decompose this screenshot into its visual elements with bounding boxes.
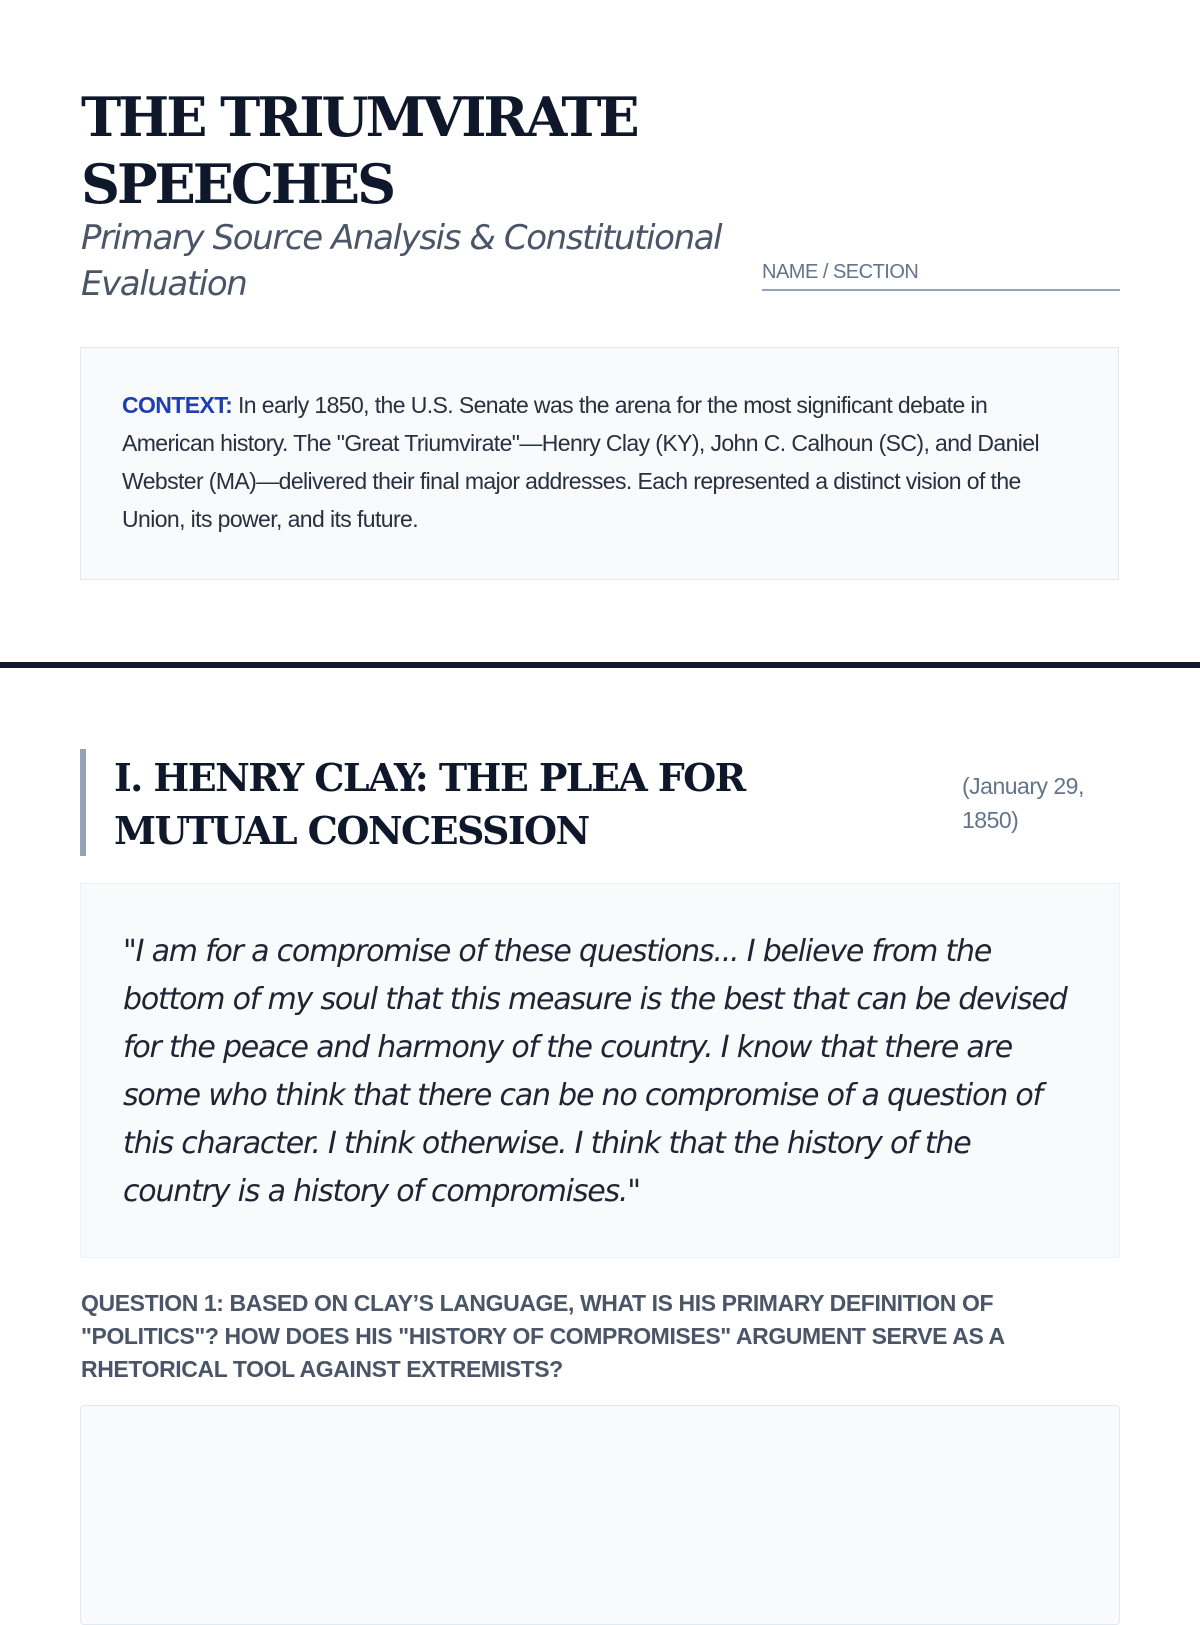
name-section-label: NAME / SECTION	[762, 261, 919, 283]
quote-box	[80, 883, 1120, 1258]
page-subtitle: Primary Source Analysis & Constitutional Evaluation	[81, 218, 722, 304]
answer-box[interactable]	[80, 1405, 1120, 1625]
context-paragraph	[122, 386, 1082, 538]
context-box	[80, 347, 1119, 580]
section-accent-bar	[80, 749, 86, 856]
question-1: QUESTION 1: BASED ON CLAY’S LANGUAGE, WHAT IS HIS PRIMARY DEFINITION OF "POLITICS"? HOW DOES HIS "HISTORY OF COMPROMISES" ARGUMENT SERVE AS A RHETORICAL TOOL AGAINST EXTREMISTS?	[81, 1290, 1004, 1382]
speech-date: (January 29, 1850)	[962, 773, 1084, 833]
section-heading	[80, 749, 1120, 856]
context-text: In early 1850, the U.S. Senate was the arena for the most significant debate in American history. The "Great Triumvirate"—Henry Clay (KY), John C. Calhoun (SC), and Daniel Webster (MA)—delivered their final major addresses. Each represented a distinct vision of the Union, its power, and its future.	[122, 392, 1040, 532]
section-divider	[0, 662, 1200, 668]
context-label: CONTEXT:	[122, 392, 233, 418]
section-title: I. HENRY CLAY: THE PLEA FOR MUTUAL CONCESSION	[114, 755, 745, 853]
page-title: THE TRIUMVIRATE SPEECHES	[81, 85, 637, 216]
worksheet-header	[81, 84, 1121, 314]
name-section-field[interactable]	[762, 260, 1120, 291]
speech-quote: "I am for a compromise of these questions... I believe from the bottom of my soul that this measure is the best that can be devised for the peace and harmony of the country. I know that there are some who think that there can be no compromise of a question of this character. I think otherwise. I think that the history of the country is a history of compromises."	[123, 934, 1067, 1209]
